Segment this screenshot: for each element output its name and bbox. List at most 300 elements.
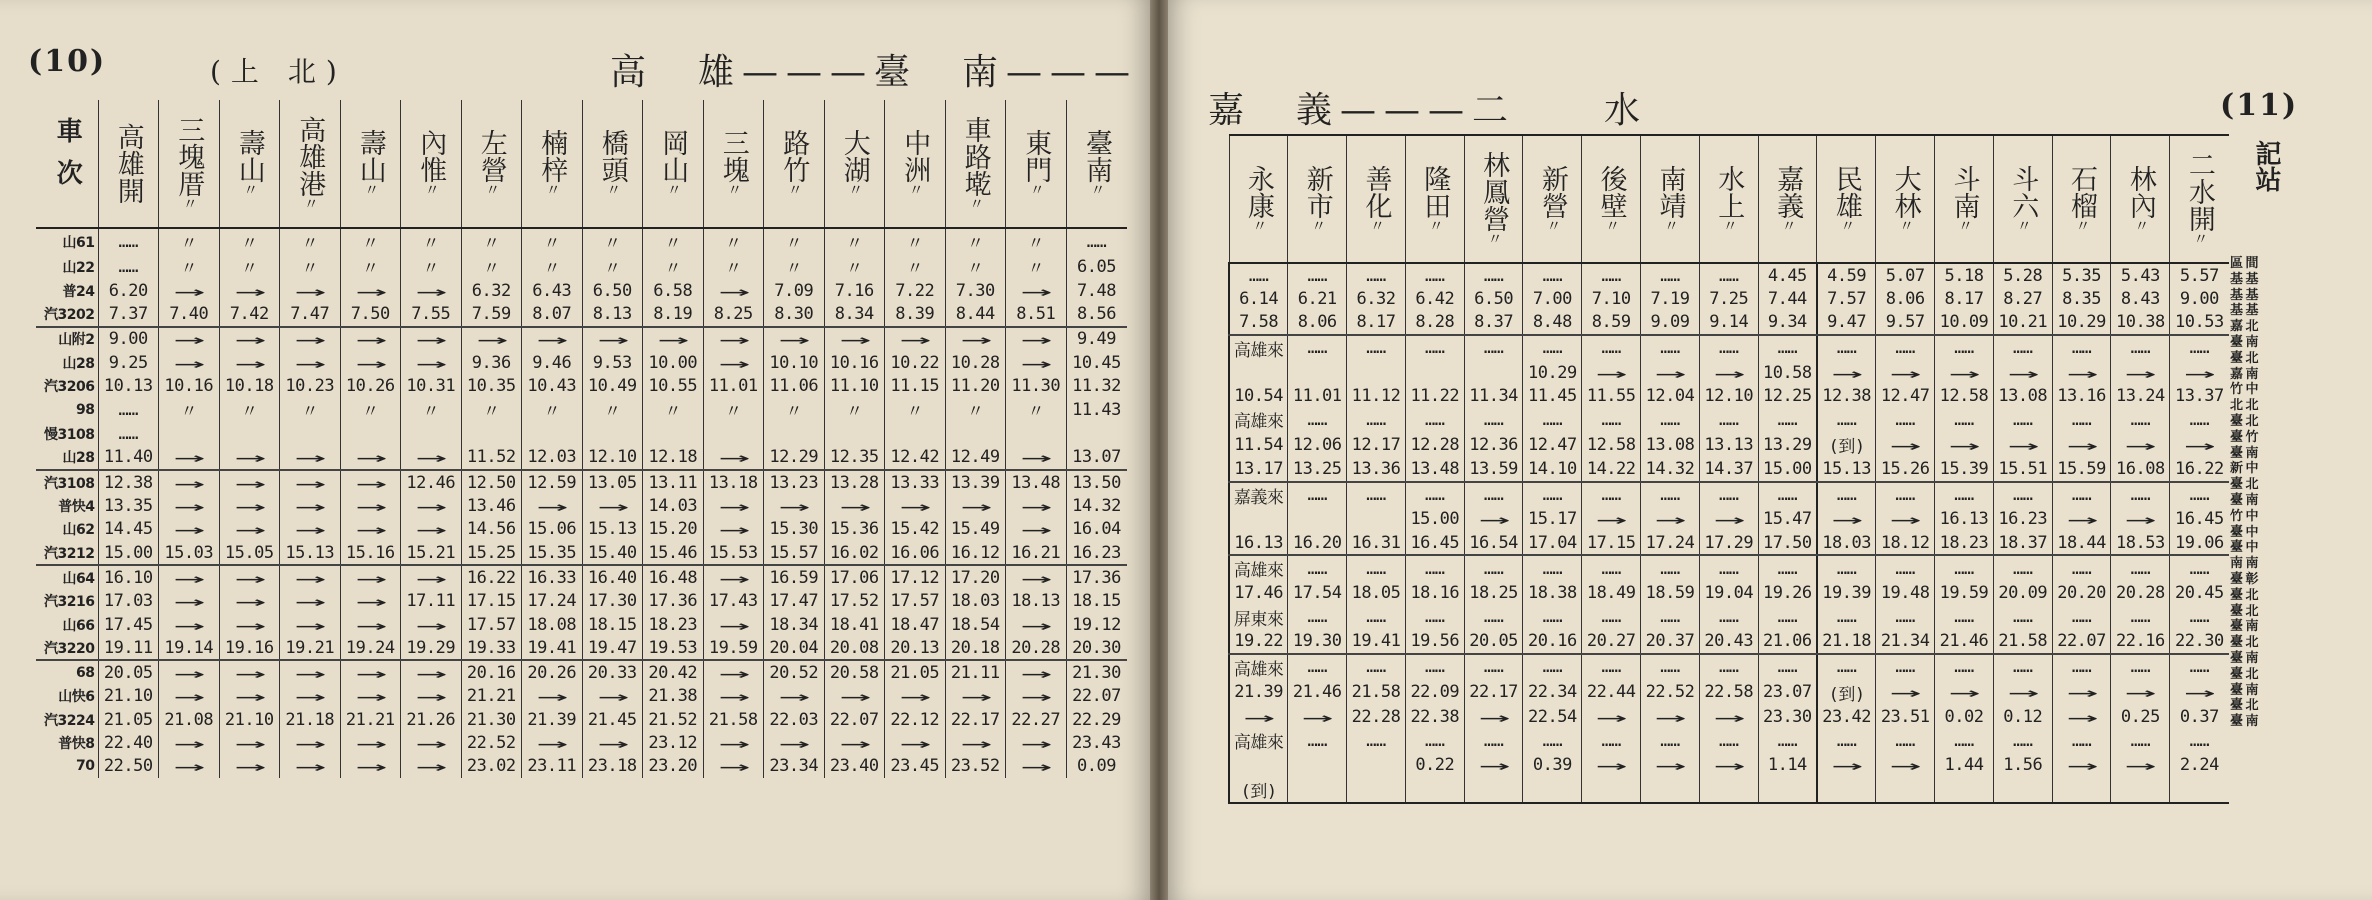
time-cell: 16.20 xyxy=(1288,531,1347,555)
time-cell xyxy=(1229,361,1288,384)
arrow-glyph: → xyxy=(2066,432,2097,457)
time-cell: 18.03 xyxy=(945,590,1006,613)
station-name: 嘉義 xyxy=(1772,164,1804,219)
arrow-glyph: → xyxy=(294,589,325,613)
time-cell: 12.29 xyxy=(764,446,825,470)
no-stop-cell: …… xyxy=(1582,335,1641,361)
arrow-glyph: → xyxy=(1713,704,1744,729)
arrow-glyph: → xyxy=(415,350,446,375)
arrow-glyph: → xyxy=(1654,507,1685,532)
station-mark: 〃 xyxy=(424,181,437,199)
pass-arrow xyxy=(2111,508,2170,531)
no-stop-cell: …… xyxy=(2111,605,2170,630)
time-cell: 6.14 xyxy=(1229,287,1288,310)
pass-arrow xyxy=(1582,508,1641,531)
time-cell: 11.06 xyxy=(764,374,825,397)
no-stop-cell: …… xyxy=(1699,555,1758,581)
arrow-glyph: → xyxy=(294,684,325,709)
arrow-glyph: → xyxy=(355,565,386,590)
timetable-left xyxy=(36,100,1127,778)
time-cell: 9.00 xyxy=(2170,287,2229,310)
table-row xyxy=(36,708,1127,731)
remark-entry: 嘉 南 xyxy=(2230,366,2258,382)
pass-arrow xyxy=(1876,432,1935,457)
pass-arrow xyxy=(703,494,764,517)
pass-arrow xyxy=(703,351,764,374)
time-cell: 13.35 xyxy=(98,494,159,517)
no-stop-cell: 〃 xyxy=(522,228,583,254)
arrow-glyph: → xyxy=(1478,704,1509,729)
no-stop-cell: …… xyxy=(2111,728,2170,753)
station-mark: 〃 xyxy=(1840,216,1853,235)
no-stop-cell: 〃 xyxy=(401,397,462,422)
pass-arrow xyxy=(219,660,280,684)
arrow-glyph: → xyxy=(1243,704,1274,729)
no-stop-cell: …… xyxy=(1641,263,1700,287)
train-number: 汽3108 xyxy=(44,475,95,492)
time-cell: 19.33 xyxy=(461,636,522,660)
time-cell: 19.59 xyxy=(703,636,764,660)
remark-entry: 北 北 xyxy=(2230,398,2258,414)
arrow-glyph: → xyxy=(899,684,930,709)
station-mark: 〃 xyxy=(485,181,498,199)
arrow-glyph: → xyxy=(355,470,386,495)
time-cell: 19.26 xyxy=(1758,581,1817,604)
arrow-glyph: → xyxy=(536,327,567,351)
arrow-glyph: → xyxy=(234,684,265,709)
station-name: 新營 xyxy=(1536,164,1568,219)
station-header xyxy=(1288,135,1347,263)
time-cell: 19.41 xyxy=(522,636,583,660)
station-mark: 〃 xyxy=(1605,216,1618,235)
station-header xyxy=(1935,135,1994,263)
time-cell: 1.44 xyxy=(1935,753,1994,776)
time-cell xyxy=(461,422,522,445)
time-cell: 10.31 xyxy=(401,374,462,397)
station-name: 高雄港 xyxy=(294,115,326,197)
station-header xyxy=(1347,135,1406,263)
time-cell xyxy=(219,422,280,445)
time-cell: 20.33 xyxy=(582,660,643,684)
time-cell: 16.31 xyxy=(1347,531,1406,555)
time-cell: 17.29 xyxy=(1699,531,1758,555)
no-stop-cell: 〃 xyxy=(643,397,704,422)
arrow-glyph: → xyxy=(415,494,446,518)
time-cell: 23.42 xyxy=(1817,705,1876,728)
pass-arrow xyxy=(1006,660,1067,684)
station-header xyxy=(1229,135,1288,263)
pass-arrow xyxy=(401,731,462,754)
no-stop-cell: …… xyxy=(1993,335,2052,361)
time-cell: 16.45 xyxy=(2170,508,2229,531)
arrow-glyph: → xyxy=(234,445,265,470)
no-stop-cell: …… xyxy=(1876,605,1935,630)
pass-arrow xyxy=(401,613,462,636)
arrow-glyph: → xyxy=(1020,327,1051,351)
station-mark: 〃 xyxy=(2134,216,2147,235)
time-cell: 21.52 xyxy=(643,708,704,731)
time-cell: 22.16 xyxy=(2111,630,2170,654)
station-header xyxy=(401,100,462,228)
arrow-glyph: → xyxy=(415,731,446,755)
time-cell: 11.32 xyxy=(1066,374,1127,397)
time-cell: 20.13 xyxy=(885,636,946,660)
pass-arrow xyxy=(280,494,341,517)
time-cell: 16.33 xyxy=(522,565,583,589)
time-cell: 10.55 xyxy=(643,374,704,397)
pass-arrow xyxy=(703,279,764,302)
time-cell: 16.40 xyxy=(582,565,643,589)
station-name: 東門 xyxy=(1020,129,1052,183)
pass-arrow xyxy=(1641,705,1700,728)
no-stop-cell: …… xyxy=(1347,407,1406,432)
station-header xyxy=(1817,135,1876,263)
arrow-glyph: → xyxy=(234,327,265,351)
pass-arrow xyxy=(1464,508,1523,531)
time-cell: 5.57 xyxy=(2170,263,2229,287)
time-cell: 22.27 xyxy=(1006,708,1067,731)
train-number: 98 xyxy=(76,401,95,418)
no-stop-cell: …… xyxy=(1405,654,1464,680)
time-cell: 16.22 xyxy=(461,565,522,589)
arrow-glyph: → xyxy=(234,494,265,518)
train-number: 山快6 xyxy=(58,689,95,706)
arrow-glyph: → xyxy=(1020,350,1051,375)
train-number: 山64 xyxy=(62,570,95,587)
time-cell xyxy=(1347,508,1406,531)
no-stop-cell: …… xyxy=(1288,263,1347,287)
arrow-glyph: → xyxy=(1596,360,1627,385)
pass-arrow xyxy=(280,279,341,302)
station-name: 民雄 xyxy=(1830,164,1862,219)
pass-arrow xyxy=(280,518,341,541)
station-mark: 〃 xyxy=(545,181,558,199)
time-cell: 12.36 xyxy=(1464,432,1523,457)
no-stop-cell: …… xyxy=(2052,335,2111,361)
time-cell: 14.22 xyxy=(1582,457,1641,481)
no-stop-cell: …… xyxy=(2170,407,2229,432)
table-row xyxy=(1229,432,2229,457)
time-cell: 9.49 xyxy=(1066,327,1127,351)
arrow-glyph: → xyxy=(2066,680,2097,705)
arrow-glyph: → xyxy=(173,279,204,303)
time-cell: 23.30 xyxy=(1758,705,1817,728)
station-header xyxy=(1405,135,1464,263)
remark-entry: 臺 南 xyxy=(2230,334,2258,350)
train-number: 山28 xyxy=(62,355,95,372)
no-stop-cell: …… xyxy=(1641,482,1700,508)
remark-entry: 基 基 xyxy=(2230,271,2258,287)
station-mark: 〃 xyxy=(2193,230,2206,248)
time-cell xyxy=(1582,777,1641,803)
time-cell xyxy=(1288,777,1347,803)
arrow-glyph: → xyxy=(355,612,386,637)
station-mark: 〃 xyxy=(908,181,921,199)
pass-arrow xyxy=(340,660,401,684)
time-cell: 22.17 xyxy=(1464,680,1523,705)
time-cell: 7.16 xyxy=(824,279,885,302)
timetable-right xyxy=(1228,134,2229,804)
no-stop-cell: …… xyxy=(1993,605,2052,630)
time-cell: 10.26 xyxy=(340,374,401,397)
pass-arrow xyxy=(764,685,825,708)
arrow-glyph: → xyxy=(415,517,446,541)
time-cell: 17.46 xyxy=(1229,581,1288,604)
arrow-glyph: → xyxy=(294,279,325,303)
station-name: 斗六 xyxy=(2007,164,2039,219)
time-cell: 10.58 xyxy=(1758,361,1817,384)
station-mark: 〃 xyxy=(727,181,740,199)
pass-arrow xyxy=(522,494,583,517)
time-cell: 15.42 xyxy=(885,518,946,541)
table-row xyxy=(36,374,1127,397)
no-stop-cell: 〃 xyxy=(582,254,643,279)
time-cell: 18.23 xyxy=(643,613,704,636)
time-cell xyxy=(1699,777,1758,803)
time-cell: 17.45 xyxy=(98,613,159,636)
arrow-glyph: → xyxy=(960,731,991,755)
time-cell: 15.21 xyxy=(401,541,462,565)
time-cell: 17.20 xyxy=(945,565,1006,589)
station-name: 三塊 xyxy=(717,129,749,183)
table-row xyxy=(36,279,1127,302)
station-mark: 〃 xyxy=(1663,216,1676,235)
arrow-glyph: → xyxy=(718,754,749,778)
arrow-glyph: → xyxy=(234,350,265,375)
no-stop-cell: …… xyxy=(1876,728,1935,753)
no-stop-cell: …… xyxy=(2170,482,2229,508)
arrow-glyph: → xyxy=(2184,360,2215,385)
time-cell xyxy=(1523,777,1582,803)
arrow-glyph: → xyxy=(2125,432,2156,457)
pass-arrow xyxy=(764,494,825,517)
arrow-glyph: → xyxy=(718,494,749,518)
arrow-glyph: → xyxy=(294,661,325,685)
station-mark: 〃 xyxy=(848,181,861,199)
time-cell: 11.12 xyxy=(1347,384,1406,407)
time-cell: 0.39 xyxy=(1523,753,1582,776)
time-cell: 23.20 xyxy=(643,755,704,778)
no-stop-cell: …… xyxy=(1523,728,1582,753)
station-mark: 〃 xyxy=(1311,216,1324,235)
arrow-glyph: → xyxy=(1890,680,1921,705)
pass-arrow xyxy=(522,731,583,754)
table-row xyxy=(1229,263,2229,287)
arrow-glyph: → xyxy=(415,327,446,351)
time-cell: 22.07 xyxy=(824,708,885,731)
pass-arrow xyxy=(1641,753,1700,776)
time-cell: 6.32 xyxy=(1347,287,1406,310)
time-cell: 15.17 xyxy=(1523,508,1582,531)
arrow-glyph: → xyxy=(355,589,386,613)
time-cell: 8.07 xyxy=(522,302,583,326)
arrow-glyph: → xyxy=(1020,661,1051,685)
arrow-glyph: → xyxy=(597,684,628,709)
time-cell: 11.40 xyxy=(98,446,159,470)
remark-entry: 臺 北 xyxy=(2230,603,2258,619)
time-cell: 23.51 xyxy=(1876,705,1935,728)
time-cell: 7.48 xyxy=(1066,279,1127,302)
time-cell: 6.58 xyxy=(643,279,704,302)
station-header xyxy=(1993,135,2052,263)
time-cell: 0.02 xyxy=(1935,705,1994,728)
arrow-glyph: → xyxy=(839,494,870,518)
table-row xyxy=(1229,777,2229,803)
no-stop-cell: …… xyxy=(1288,555,1347,581)
time-cell: 23.43 xyxy=(1066,731,1127,754)
train-number: 山22 xyxy=(62,259,95,276)
time-cell: 高雄來 xyxy=(1229,407,1288,432)
pass-arrow xyxy=(1582,361,1641,384)
no-stop-cell: 〃 xyxy=(1006,397,1067,422)
time-cell: 21.39 xyxy=(522,708,583,731)
time-cell: 16.59 xyxy=(764,565,825,589)
time-cell: 10.38 xyxy=(2111,311,2170,335)
table-row xyxy=(1229,605,2229,630)
time-cell: 22.50 xyxy=(98,755,159,778)
no-stop-cell: 〃 xyxy=(461,254,522,279)
remark-entry: 臺 南 xyxy=(2230,714,2258,730)
time-cell: 12.10 xyxy=(582,446,643,470)
remark-entry: 區 間 xyxy=(2230,256,2258,271)
time-cell: 8.34 xyxy=(824,302,885,326)
time-cell: 20.30 xyxy=(1066,636,1127,660)
time-cell: 19.39 xyxy=(1817,581,1876,604)
time-cell xyxy=(1288,361,1347,384)
pass-arrow xyxy=(2052,753,2111,776)
arrow-glyph: → xyxy=(1713,507,1744,532)
time-cell: 屏東來 xyxy=(1229,605,1288,630)
no-stop-cell: …… xyxy=(2052,555,2111,581)
time-cell: 8.44 xyxy=(945,302,1006,326)
station-header xyxy=(703,100,764,228)
arrow-glyph: → xyxy=(1020,445,1051,470)
no-stop-cell: …… xyxy=(1641,605,1700,630)
pass-arrow xyxy=(1699,753,1758,776)
time-cell xyxy=(1464,361,1523,384)
time-cell: 13.18 xyxy=(703,470,764,494)
time-cell: 12.59 xyxy=(522,470,583,494)
arrow-glyph: → xyxy=(173,589,204,613)
pass-arrow xyxy=(1993,361,2052,384)
no-stop-cell: …… xyxy=(1699,482,1758,508)
pass-arrow xyxy=(159,685,220,708)
time-cell: 17.03 xyxy=(98,590,159,613)
arrow-glyph: → xyxy=(2007,360,2038,385)
time-cell: 10.35 xyxy=(461,374,522,397)
time-cell: 2.24 xyxy=(2170,753,2229,776)
station-mark: 〃 xyxy=(1369,216,1382,235)
arrow-glyph: → xyxy=(2066,507,2097,532)
time-cell: 19.30 xyxy=(1288,630,1347,654)
time-cell: 18.37 xyxy=(1993,531,2052,555)
remark-entry: 竹 中 xyxy=(2230,508,2258,524)
pass-arrow xyxy=(2170,680,2229,705)
station-name: 大湖 xyxy=(838,129,870,183)
arrow-glyph: → xyxy=(173,684,204,709)
no-stop-cell: 〃 xyxy=(522,254,583,279)
no-stop-cell: …… xyxy=(1347,263,1406,287)
pass-arrow xyxy=(1817,753,1876,776)
no-stop-cell: …… xyxy=(1935,654,1994,680)
time-cell: 11.54 xyxy=(1229,432,1288,457)
time-cell: 0.22 xyxy=(1405,753,1464,776)
time-cell: 14.32 xyxy=(1641,457,1700,481)
time-cell: 19.21 xyxy=(280,636,341,660)
pass-arrow xyxy=(945,685,1006,708)
pass-arrow xyxy=(1876,680,1935,705)
time-cell: 18.13 xyxy=(1006,590,1067,613)
station-mark: 〃 xyxy=(1252,216,1265,235)
pass-arrow xyxy=(159,731,220,754)
table-row xyxy=(36,590,1127,613)
time-cell: 11.45 xyxy=(1523,384,1582,407)
arrow-glyph: → xyxy=(899,327,930,351)
arrow-glyph: → xyxy=(234,731,265,755)
time-cell: 13.08 xyxy=(1641,432,1700,457)
no-stop-cell: 〃 xyxy=(643,254,704,279)
pass-arrow xyxy=(219,731,280,754)
time-cell: 20.28 xyxy=(2111,581,2170,604)
no-stop-cell: …… xyxy=(1817,654,1876,680)
no-stop-cell: 〃 xyxy=(824,397,885,422)
remark-entry: 臺 北 xyxy=(2230,666,2258,682)
pass-arrow xyxy=(824,494,885,517)
time-cell: 17.47 xyxy=(764,590,825,613)
time-cell: 20.45 xyxy=(2170,581,2229,604)
time-cell: 22.52 xyxy=(461,731,522,754)
pass-arrow xyxy=(280,446,341,470)
no-stop-cell: …… xyxy=(1347,335,1406,361)
no-stop-cell: …… xyxy=(1582,605,1641,630)
time-cell: 8.37 xyxy=(1464,311,1523,335)
no-stop-cell: 〃 xyxy=(764,228,825,254)
station-name: 壽山 xyxy=(233,129,265,183)
train-number: 汽3220 xyxy=(36,636,98,660)
pass-arrow xyxy=(340,351,401,374)
arrow-glyph: → xyxy=(597,494,628,518)
no-stop-cell: …… xyxy=(1523,263,1582,287)
pass-arrow xyxy=(2052,361,2111,384)
time-cell: 16.13 xyxy=(1935,508,1994,531)
station-mark: 〃 xyxy=(1090,181,1103,199)
pass-arrow xyxy=(219,279,280,302)
time-cell: 18.53 xyxy=(2111,531,2170,555)
no-stop-cell: …… xyxy=(1347,605,1406,630)
time-cell: 20.16 xyxy=(461,660,522,684)
time-cell xyxy=(1405,361,1464,384)
no-stop-cell: …… xyxy=(1935,482,1994,508)
no-stop-cell: …… xyxy=(1641,407,1700,432)
pass-arrow xyxy=(2052,705,2111,728)
train-number: 普24 xyxy=(62,283,95,300)
time-cell: 23.34 xyxy=(764,755,825,778)
time-cell: 18.41 xyxy=(824,613,885,636)
no-stop-cell: …… xyxy=(2170,654,2229,680)
time-cell: 14.45 xyxy=(98,518,159,541)
time-cell: 15.13 xyxy=(1817,457,1876,481)
time-cell: 13.05 xyxy=(582,470,643,494)
pass-arrow xyxy=(1006,446,1067,470)
train-number: 山62 xyxy=(62,522,95,539)
pass-arrow xyxy=(401,755,462,778)
time-cell: 23.45 xyxy=(885,755,946,778)
no-stop-cell: …… xyxy=(1464,407,1523,432)
table-row xyxy=(1229,287,2229,310)
time-cell: 6.42 xyxy=(1405,287,1464,310)
time-cell xyxy=(1464,777,1523,803)
station-mark: 〃 xyxy=(243,181,256,199)
